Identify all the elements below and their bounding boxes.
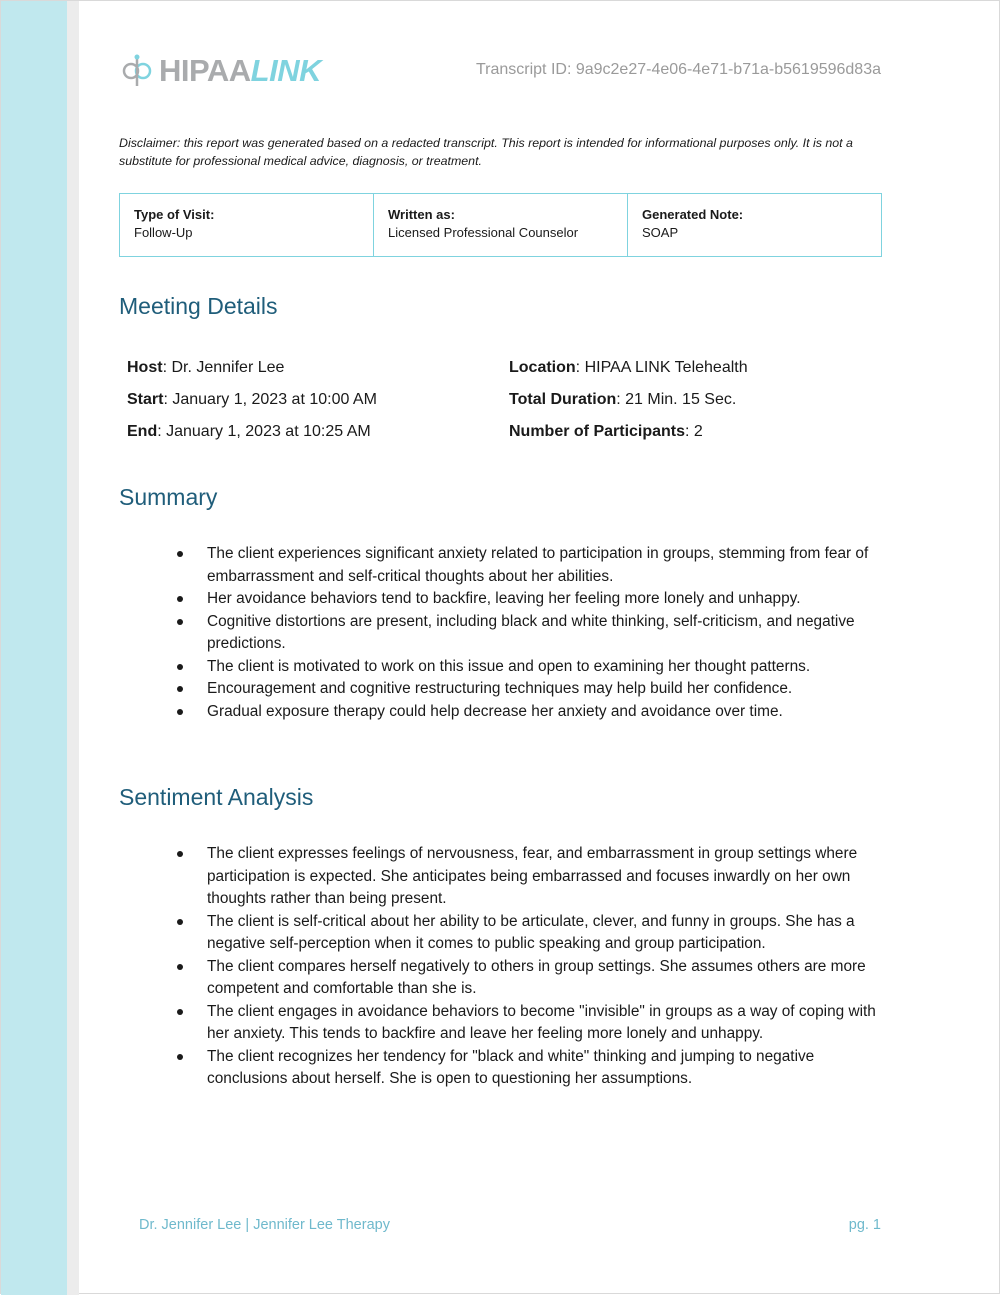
sentiment-item-text: The client recognizes her tendency for "black and white" thinking and jumping to negative conclusions about herself. She is open to questioning her assumptions. xyxy=(207,1047,815,1087)
start-value: : January 1, 2023 at 10:00 AM xyxy=(163,391,377,408)
logo-link-text: LINK xyxy=(250,53,321,88)
start-key: Start xyxy=(127,391,164,408)
summary-item-text: The client is motivated to work on this issue and open to examining her thought patterns. xyxy=(207,657,811,675)
participants-line xyxy=(509,420,748,452)
generated-note-cell xyxy=(627,194,881,256)
bullet-icon xyxy=(177,1009,183,1015)
list-item xyxy=(177,701,883,724)
logo-hipaa-text: HIPAA xyxy=(159,53,251,88)
bullet-icon xyxy=(177,919,183,925)
end-key: End xyxy=(127,423,158,440)
summary-list xyxy=(177,543,883,723)
duration-value: : 21 Min. 15 Sec. xyxy=(616,391,737,408)
generated-note-label: Generated Note: xyxy=(642,207,744,222)
bullet-icon xyxy=(177,551,183,557)
bullet-icon xyxy=(177,709,183,715)
location-line xyxy=(509,356,748,388)
written-as-value: Licensed Professional Counselor xyxy=(388,225,579,240)
sentiment-item-text: The client engages in avoidance behaviors to become "invisible" in groups as a way of coping with her anxiety. This tends to backfire and leave her feeling more lonely and unhappy. xyxy=(207,1002,876,1042)
visit-info-table xyxy=(119,193,882,257)
list-item xyxy=(177,1046,883,1091)
duration-key: Total Duration xyxy=(509,391,617,408)
duration-line xyxy=(509,388,748,420)
side-accent-band xyxy=(1,1,67,1295)
transcript-id: Transcript ID: 9a9c2e27-4e06-4e71-b71a-b5619596d83a xyxy=(475,61,881,78)
bullet-icon xyxy=(177,964,183,970)
list-item xyxy=(177,588,883,611)
list-item xyxy=(177,843,883,911)
end-value: : January 1, 2023 at 10:25 AM xyxy=(157,423,371,440)
participants-value: : 2 xyxy=(685,423,703,440)
meeting-details-heading: Meeting Details xyxy=(119,293,278,319)
location-key: Location xyxy=(509,359,576,376)
logo-wordmark xyxy=(159,53,321,89)
written-as-cell xyxy=(373,194,627,256)
sentiment-item-text: The client is self-critical about her ability to be articulate, clever, and funny in groups. She has a negative self-perception when it comes to public speaking and group participation. xyxy=(207,912,855,952)
list-item xyxy=(177,611,883,656)
host-line xyxy=(127,356,377,388)
sentiment-list xyxy=(177,843,883,1091)
list-item xyxy=(177,911,883,956)
list-item xyxy=(177,1001,883,1046)
summary-item-text: The client experiences significant anxiety related to participation in groups, stemming from fear of embarrassment and self-critical thoughts about her abilities. xyxy=(207,545,869,585)
sentiment-item-text: The client expresses feelings of nervousness, fear, and embarrassment in group settings where participation is expected. She anticipates being embarrassed and focuses inwardly on her own thoughts rather than being present. xyxy=(207,845,858,907)
list-item xyxy=(177,678,883,701)
start-line xyxy=(127,388,377,420)
summary-item-text: Encouragement and cognitive restructuring techniques may help build her confidence. xyxy=(207,680,793,697)
host-value: : Dr. Jennifer Lee xyxy=(162,359,285,376)
summary-heading: Summary xyxy=(119,484,218,510)
hipaa-link-logo xyxy=(119,51,321,91)
written-as-label: Written as: xyxy=(388,207,455,222)
summary-item-text: Her avoidance behaviors tend to backfire, leaving her feeling more lonely and unhappy. xyxy=(207,590,801,607)
bullet-icon xyxy=(177,619,183,625)
summary-item-text: Gradual exposure therapy could help decrease her anxiety and avoidance over time. xyxy=(207,702,783,720)
location-value: : HIPAA LINK Telehealth xyxy=(575,359,748,376)
summary-item-text: Cognitive distortions are present, including black and white thinking, self-criticism, and negative predictions. xyxy=(207,612,855,652)
caduceus-logo-icon xyxy=(119,53,155,89)
end-line xyxy=(127,420,377,452)
bullet-icon xyxy=(177,596,183,602)
generated-note-value: SOAP xyxy=(642,225,679,240)
bullet-icon xyxy=(177,851,183,857)
participants-key: Number of Participants xyxy=(509,423,686,440)
meeting-details-right xyxy=(509,356,748,452)
list-item xyxy=(177,656,883,679)
footer-author: Dr. Jennifer Lee | Jennifer Lee Therapy xyxy=(139,1217,390,1233)
disclaimer-text: Disclaimer: this report was generated based on a redacted transcript. This report is intended for informational purposes only. It is not a substitute for professional medical advice, diagnosis, or treatment. xyxy=(119,136,853,168)
visit-type-label: Type of Visit: xyxy=(134,207,215,222)
sentiment-analysis-heading: Sentiment Analysis xyxy=(119,784,314,810)
list-item xyxy=(177,956,883,1001)
side-band-shadow xyxy=(67,1,79,1295)
bullet-icon xyxy=(177,686,183,692)
host-key: Host xyxy=(127,359,163,376)
visit-type-value: Follow-Up xyxy=(134,225,193,240)
bullet-icon xyxy=(177,1054,183,1060)
list-item xyxy=(177,543,883,588)
meeting-details-left xyxy=(127,356,377,452)
visit-type-cell xyxy=(120,194,373,256)
page-number: pg. 1 xyxy=(848,1217,881,1233)
sentiment-item-text: The client compares herself negatively to others in group settings. She assumes others are more competent and comfortable than she is. xyxy=(207,957,866,997)
bullet-icon xyxy=(177,664,183,670)
